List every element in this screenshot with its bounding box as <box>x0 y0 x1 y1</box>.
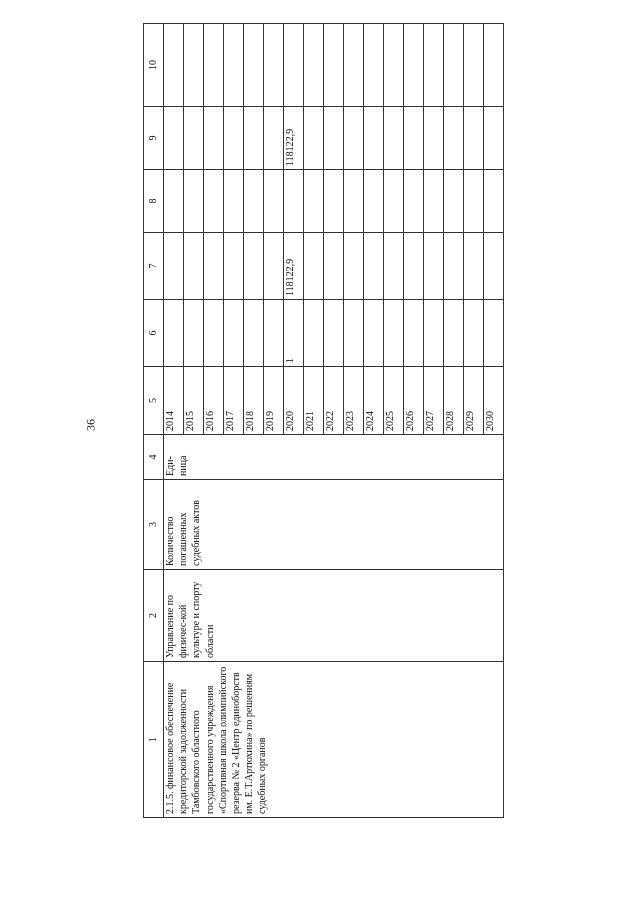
year-cell: 2029 <box>464 367 484 435</box>
header-col-5: 5 <box>144 367 164 435</box>
value-cell-c6 <box>484 233 504 300</box>
program-table <box>143 23 504 818</box>
year-cell: 2016 <box>204 367 224 435</box>
value-cell-c6 <box>364 233 384 300</box>
unit-cell: Еди-ница <box>164 435 504 480</box>
page-number <box>81 415 101 435</box>
value-cell-c8 <box>464 107 484 170</box>
header-col-8: 8 <box>144 170 164 233</box>
value-cell-c8 <box>324 107 344 170</box>
value-cell-c8 <box>444 107 464 170</box>
value-cell-c6 <box>424 233 444 300</box>
value-cell-c5 <box>484 300 504 367</box>
year-cell: 2030 <box>484 367 504 435</box>
measure-name-cell: 2.1.5. финансовое обеспечение кредиторской задолженности Тамбовского областного государственного учреждения «Спортивная школа олимпийского резерва № 2 «Центр единоборств им. Е.Т.Артюхина» по решениям судебных органов <box>164 662 504 818</box>
value-cell-c6 <box>224 233 244 300</box>
value-cell-c8 <box>264 107 284 170</box>
value-cell-c5 <box>264 300 284 367</box>
value-cell-c7 <box>384 170 404 233</box>
header-col-10: 10 <box>144 24 164 107</box>
value-cell-c5 <box>304 300 324 367</box>
value-cell-c7 <box>244 170 264 233</box>
value-cell-c7 <box>444 170 464 233</box>
value-cell-c7 <box>164 170 184 233</box>
value-cell-c7 <box>424 170 444 233</box>
value-cell-c7 <box>184 170 204 233</box>
value-cell-c7 <box>204 170 224 233</box>
value-cell-c6: 118122,9 <box>284 233 304 300</box>
value-cell-c8 <box>484 107 504 170</box>
value-cell-c6 <box>344 233 364 300</box>
year-cell: 2027 <box>424 367 444 435</box>
value-cell-c7 <box>364 170 384 233</box>
value-cell-c7 <box>344 170 364 233</box>
value-cell-c9 <box>324 24 344 107</box>
year-cell: 2017 <box>224 367 244 435</box>
table-row <box>164 24 184 818</box>
value-cell-c9 <box>424 24 444 107</box>
value-cell-c6 <box>244 233 264 300</box>
value-cell-c9 <box>464 24 484 107</box>
indicator-cell: Количество погашенных судебных актов <box>164 480 504 570</box>
header-col-6: 6 <box>144 300 164 367</box>
value-cell-c8 <box>424 107 444 170</box>
value-cell-c6 <box>324 233 344 300</box>
value-cell-c8 <box>164 107 184 170</box>
value-cell-c5 <box>364 300 384 367</box>
value-cell-c5 <box>164 300 184 367</box>
value-cell-c8: 118122,9 <box>284 107 304 170</box>
value-cell-c9 <box>264 24 284 107</box>
year-cell: 2026 <box>404 367 424 435</box>
header-row <box>144 24 164 818</box>
value-cell-c7 <box>484 170 504 233</box>
value-cell-c8 <box>244 107 264 170</box>
header-col-1: 1 <box>144 662 164 818</box>
value-cell-c5 <box>344 300 364 367</box>
value-cell-c9 <box>164 24 184 107</box>
year-cell: 2022 <box>324 367 344 435</box>
value-cell-c6 <box>384 233 404 300</box>
value-cell-c6 <box>184 233 204 300</box>
value-cell-c7 <box>284 170 304 233</box>
header-col-3: 3 <box>144 480 164 570</box>
year-cell: 2019 <box>264 367 284 435</box>
value-cell-c9 <box>184 24 204 107</box>
value-cell-c9 <box>404 24 424 107</box>
value-cell-c9 <box>304 24 324 107</box>
value-cell-c5 <box>444 300 464 367</box>
value-cell-c6 <box>264 233 284 300</box>
value-cell-c7 <box>324 170 344 233</box>
value-cell-c9 <box>244 24 264 107</box>
value-cell-c6 <box>204 233 224 300</box>
value-cell-c9 <box>224 24 244 107</box>
year-cell: 2028 <box>444 367 464 435</box>
value-cell-c8 <box>404 107 424 170</box>
value-cell-c6 <box>164 233 184 300</box>
value-cell-c7 <box>224 170 244 233</box>
year-cell: 2021 <box>304 367 324 435</box>
value-cell-c5 <box>224 300 244 367</box>
value-cell-c6 <box>304 233 324 300</box>
value-cell-c6 <box>464 233 484 300</box>
value-cell-c5 <box>184 300 204 367</box>
value-cell-c7 <box>264 170 284 233</box>
value-cell-c7 <box>464 170 484 233</box>
year-cell: 2020 <box>284 367 304 435</box>
value-cell-c8 <box>184 107 204 170</box>
value-cell-c8 <box>224 107 244 170</box>
value-cell-c8 <box>364 107 384 170</box>
value-cell-c5 <box>384 300 404 367</box>
value-cell-c5: 1 <box>284 300 304 367</box>
value-cell-c9 <box>484 24 504 107</box>
rotated-table-wrapper <box>143 24 576 818</box>
value-cell-c5 <box>464 300 484 367</box>
value-cell-c6 <box>444 233 464 300</box>
value-cell-c5 <box>204 300 224 367</box>
value-cell-c7 <box>304 170 324 233</box>
year-cell: 2015 <box>184 367 204 435</box>
year-cell: 2018 <box>244 367 264 435</box>
value-cell-c9 <box>384 24 404 107</box>
value-cell-c5 <box>244 300 264 367</box>
value-cell-c8 <box>344 107 364 170</box>
year-cell: 2024 <box>364 367 384 435</box>
value-cell-c9 <box>344 24 364 107</box>
value-cell-c8 <box>384 107 404 170</box>
value-cell-c5 <box>424 300 444 367</box>
header-col-9: 9 <box>144 107 164 170</box>
table-body <box>164 24 504 818</box>
value-cell-c9 <box>284 24 304 107</box>
value-cell-c6 <box>404 233 424 300</box>
header-col-7: 7 <box>144 233 164 300</box>
value-cell-c5 <box>404 300 424 367</box>
page-number-text: 36 <box>83 419 98 431</box>
value-cell-c9 <box>364 24 384 107</box>
year-cell: 2014 <box>164 367 184 435</box>
value-cell-c7 <box>404 170 424 233</box>
value-cell-c8 <box>204 107 224 170</box>
value-cell-c9 <box>444 24 464 107</box>
header-col-2: 2 <box>144 570 164 662</box>
value-cell-c8 <box>304 107 324 170</box>
value-cell-c9 <box>204 24 224 107</box>
year-cell: 2023 <box>344 367 364 435</box>
executor-cell: Управление по физичес-кой культуре и спорту области <box>164 570 504 662</box>
header-col-4: 4 <box>144 435 164 480</box>
value-cell-c5 <box>324 300 344 367</box>
year-cell: 2025 <box>384 367 404 435</box>
